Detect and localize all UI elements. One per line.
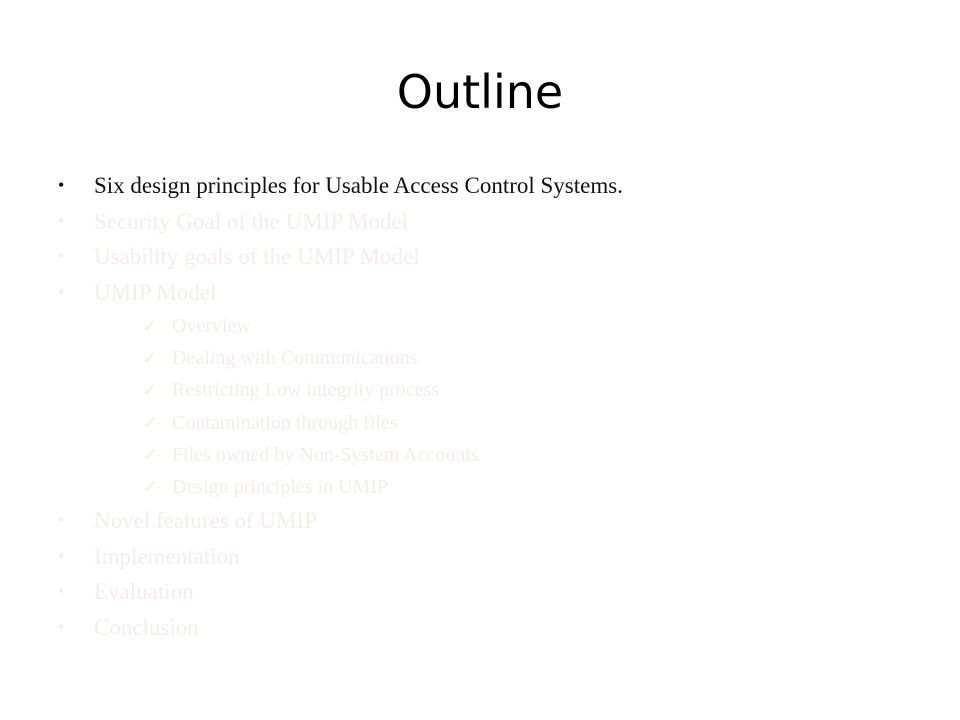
outline-item-implementation (58, 539, 918, 575)
bullet-dot-icon: • (58, 281, 65, 302)
outline-item-design-principles (58, 168, 918, 204)
subitem-label: Design principles in UMIP (172, 476, 389, 499)
subitem-label: Dealing with Communications (172, 347, 418, 370)
subitem-overview (94, 310, 918, 342)
subitem-non-system-accounts (94, 439, 918, 471)
outline-item-label: Evaluation (94, 579, 194, 605)
subitem-label: Restricting Low integrity process (172, 379, 440, 402)
outline-item-label: Security Goal of the UMIP Model (94, 208, 409, 234)
bullet-dot-icon: • (58, 210, 65, 231)
outline-list (58, 168, 918, 645)
outline-item-usability-goals (58, 239, 918, 275)
outline-item-security-goal (58, 204, 918, 240)
umip-model-sublist (94, 310, 918, 503)
bullet-dot-icon: • (58, 246, 65, 266)
checkmark-icon: ✓ (142, 347, 158, 370)
subitem-design-principles (94, 471, 918, 503)
checkmark-icon: ✓ (142, 443, 158, 466)
bullet-dot-icon: • (58, 616, 65, 637)
outline-item-label: UMIP Model (94, 279, 217, 305)
outline-item-label: Implementation (94, 543, 240, 569)
outline-item-label: Novel features of UMIP (94, 508, 317, 534)
bullet-dot-icon: • (58, 510, 65, 531)
outline-item-label: Six design principles for Usable Access Control Systems. (94, 173, 623, 198)
subitem-label: Files owned by Non-System Accounts (172, 443, 479, 466)
outline-item-umip-model (58, 275, 918, 504)
subitem-contamination (94, 407, 918, 439)
checkmark-icon: ✓ (142, 379, 158, 402)
subitem-label: Overview (172, 315, 251, 337)
subitem-low-integrity (94, 374, 918, 406)
bullet-dot-icon: • (58, 581, 65, 602)
checkmark-icon: ✓ (142, 315, 158, 337)
bullet-dot-icon: • (58, 175, 65, 195)
bullet-dot-icon: • (58, 545, 65, 566)
checkmark-icon: ✓ (142, 411, 158, 434)
slide-title: Outline (396, 65, 564, 119)
outline-item-evaluation (58, 574, 918, 610)
subitem-communications (94, 342, 918, 374)
outline-item-label: Usability goals of the UMIP Model (94, 244, 420, 269)
checkmark-icon: ✓ (142, 476, 158, 499)
outline-item-novel-features (58, 503, 918, 539)
subitem-label: Contamination through files (172, 411, 398, 434)
outline-item-label: Conclusion (94, 614, 199, 640)
outline-item-conclusion (58, 610, 918, 646)
